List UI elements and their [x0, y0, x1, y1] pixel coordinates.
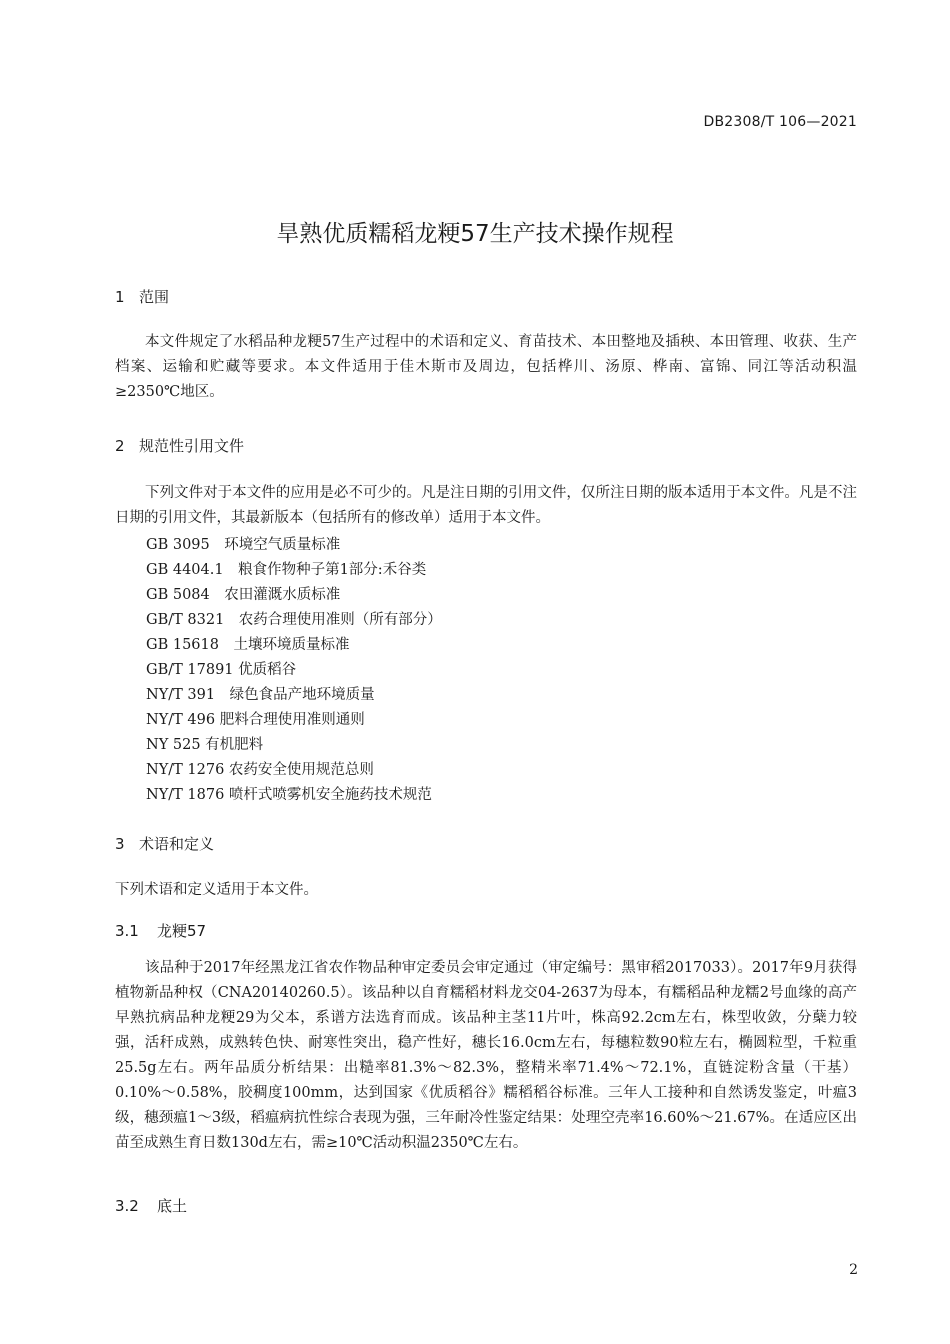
terms-paragraph: 下列术语和定义适用于本文件。 [115, 882, 318, 898]
reference-item: GB/T 8321 农药合理使用准则（所有部分） [146, 612, 442, 628]
section-number: 3 [115, 835, 125, 853]
reference-item: NY/T 391 绿色食品产地环境质量 [146, 687, 375, 703]
subsection-number: 3.2 [115, 1197, 139, 1215]
page-number: 2 [849, 1262, 858, 1278]
reference-item: NY/T 496 肥料合理使用准则通则 [146, 712, 365, 728]
section-heading-scope [115, 286, 169, 307]
subsection-title: 底土 [157, 1197, 188, 1215]
normative-paragraph: 下列文件对于本文件的应用是必不可少的。凡是注日期的引用文件，仅所注日期的版本适用于本文件。凡是不注日期的引用文件，其最新版本（包括所有的修改单）适用于本文件。 [115, 485, 857, 526]
section-number: 2 [115, 437, 125, 455]
subsection-heading-subsoil [115, 1195, 187, 1216]
subsection-number: 3.1 [115, 922, 139, 940]
section-heading-normative [115, 435, 244, 456]
longjing57-paragraph: 该品种于2017年经黑龙江省农作物品种审定委员会审定通过（审定编号：黑审稻2017033）。2017年9月获得植物新品种权（CNA20140260.5）。该品种以自育糯稻材料龙交04-2637为母本，有糯稻品种龙糯2号血缘的高产早熟抗病品种龙粳29为父本，系谱方法选育而成。该品种主茎11片叶，株高92.2cm左右，株型收敛，分蘖力较强，活秆成熟，成熟转色快、耐寒性突出，稳产性好，穗长16.0cm左右，每穗粒数90粒左右，椭圆粒型，千粒重25.5g左右。两年品质分析结果：出糙率81.3%～82.3%，整精米率71.4%～72.1%，直链淀粉含量（干基）0.10%～0.58%，胶稠度100mm，达到国家《优质稻谷》糯稻稻谷标准。三年人工接种和自然诱发鉴定，叶瘟3级，穗颈瘟1～3级，稻瘟病抗性综合表现为强，三年耐冷性鉴定结果：处理空壳率16.60%～21.67%。在适应区出苗至成熟生育日数130d左右，需≥10℃活动积温2350℃左右。 [115, 960, 857, 1151]
section-title: 范围 [139, 288, 170, 306]
subsection-heading-longjing57 [115, 920, 206, 941]
reference-item: NY/T 1876 喷杆式喷雾机安全施药技术规范 [146, 787, 432, 803]
reference-item: GB 15618 土壤环境质量标准 [146, 637, 350, 653]
reference-item: NY/T 1276 农药安全使用规范总则 [146, 762, 374, 778]
reference-item: GB 4404.1 粮食作物种子第1部分:禾谷类 [146, 562, 427, 578]
section-number: 1 [115, 288, 125, 306]
standard-code: DB2308/T 106—2021 [703, 114, 857, 130]
reference-item: GB/T 17891 优质稻谷 [146, 662, 297, 678]
reference-item: GB 5084 农田灌溉水质标准 [146, 587, 341, 603]
section-title: 规范性引用文件 [139, 437, 245, 455]
section-title: 术语和定义 [139, 835, 215, 853]
scope-paragraph: 本文件规定了水稻品种龙粳57生产过程中的术语和定义、育苗技术、本田整地及插秧、本田管理、收获、生产档案、运输和贮藏等要求。本文件适用于佳木斯市及周边，包括桦川、汤原、桦南、富锦、同江等活动积温≥2350℃地区。 [115, 334, 857, 400]
reference-item: GB 3095 环境空气质量标准 [146, 537, 341, 553]
reference-item: NY 525 有机肥料 [146, 737, 264, 753]
subsection-title: 龙粳57 [157, 922, 207, 940]
document-title: 旱熟优质糯稻龙粳57生产技术操作规程 [276, 221, 674, 247]
section-heading-terms [115, 833, 214, 854]
